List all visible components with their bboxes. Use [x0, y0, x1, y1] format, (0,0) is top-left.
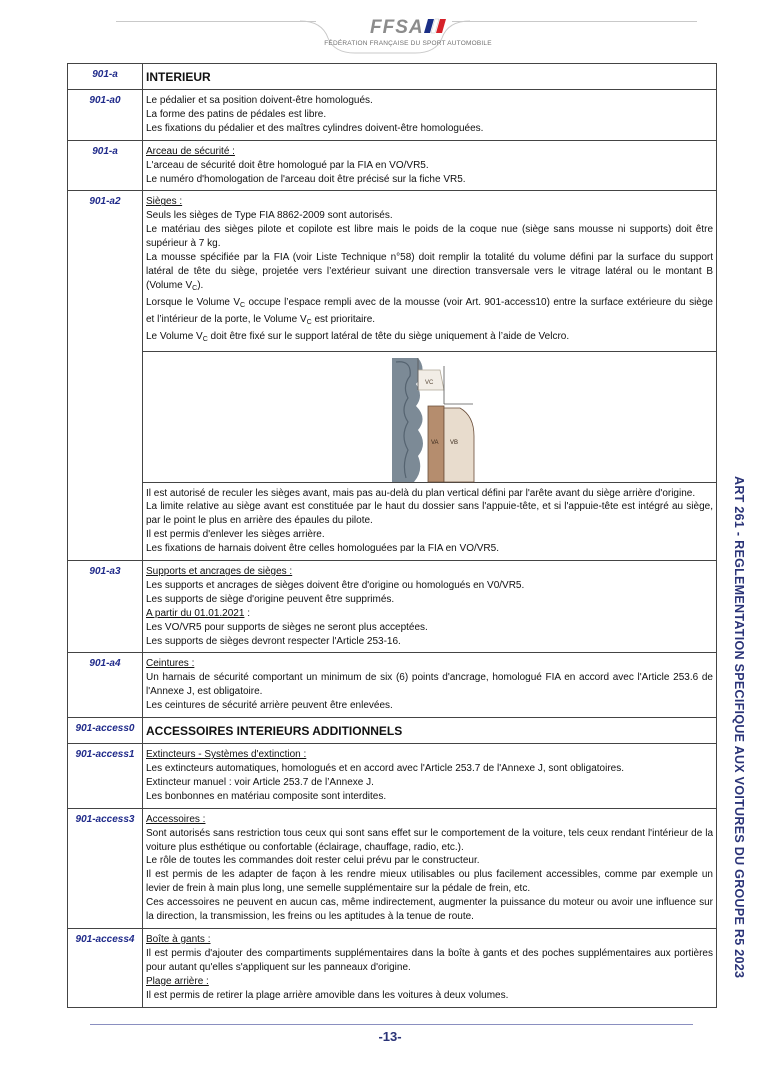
subsection-heading: Supports et ancrages de sièges :: [146, 566, 293, 578]
subsection-heading: Ceintures :: [146, 658, 195, 670]
paragraph: Ces accessoires ne peuvent en aucun cas, même indirectement, augmenter la puissance du moteur ou avoir une influence sur la direction, la transmission, les freins ou les aptitudes à la tenue de route.: [146, 897, 713, 923]
paragraph: Seuls les sièges de Type FIA 8862-2009 sont autorisés.: [146, 210, 393, 222]
paragraph: Les extincteurs automatiques, homologués et en accord avec l'Article 253.7 de l'Annexe J, sont obligatoires.: [146, 763, 624, 774]
paragraph: Le pédalier et sa position doivent-être homologués.: [146, 95, 373, 106]
paragraph: Il est permis d'ajouter des compartiments supplémentaires dans la boîte à gants et des poches supplémentaires aux portières pour autant qu'elles s'appliquent sur les panneaux d'origine.: [146, 947, 713, 973]
label-vc: VC: [425, 379, 434, 386]
paragraph: Il est permis d'enlever les sièges arrière.: [146, 529, 325, 541]
article-code: 901-a: [68, 64, 143, 89]
subsection-heading: Plage arrière :: [146, 975, 209, 987]
section-title: ACCESSOIRES INTERIEURS ADDITIONNELS: [146, 724, 403, 739]
subsection-heading: Accessoires :: [146, 813, 206, 825]
label-va: VA: [431, 439, 439, 446]
paragraph: Le rôle de toutes les commandes doit rester celui prévu par le constructeur.: [146, 855, 480, 867]
paragraph: Le numéro d'homologation de l'arceau doit être précisé sur la fiche VR5.: [146, 173, 466, 185]
article-code: 901-access3: [68, 809, 143, 928]
subsection-heading: Arceau de sécurité :: [146, 145, 235, 157]
table-row: [68, 190, 716, 560]
date-heading: A partir du 01.01.2021: [146, 607, 245, 619]
regulation-table: [67, 63, 717, 1008]
table-row: [68, 560, 716, 652]
paragraph: Il est autorisé de reculer les sièges avant, mais pas au-delà du plan vertical défini par l'arête avant du siège arrière d'origine.: [146, 487, 696, 499]
table-row: [68, 89, 716, 140]
article-code: 901-access1: [68, 744, 143, 808]
paragraph: Sont autorisés sans restriction tous ceux qui sont sans effet sur le comportement de la voiture, tels ceux rendant l'intérieur de la voiture plus esthétique ou confortable (éclairage, chauffage, radio, etc.).: [146, 827, 713, 853]
subsection-heading: Boîte à gants :: [146, 933, 211, 945]
paragraph: A partir du 01.01.2021 :: [146, 607, 250, 619]
paragraph: Les ceintures de sécurité arrière peuvent être enlevées.: [146, 700, 393, 712]
ffsa-logo: FFSA: [370, 17, 424, 38]
paragraph: Le matériau des sièges pilote et copilote est libre mais le poids de la coque nue (siège sans mousse ni supports) doit être supérieur à 7 kg.: [146, 224, 713, 250]
paragraph: L'arceau de sécurité doit être homologué par la FIA en VO/VR5.: [146, 159, 429, 171]
header-rule-left: [116, 21, 316, 22]
table-row: [68, 808, 716, 928]
subsection-heading: Sièges :: [146, 196, 183, 208]
table-row: [68, 64, 716, 89]
article-code: 901-access0: [68, 718, 143, 743]
paragraph: Un harnais de sécurité comportant un minimum de six (6) points d'ancrage, homologué FIA en accord avec l'Article 253.6 de l'Annexe J, est obligatoire.: [146, 672, 713, 698]
subsection-heading: Extincteurs - Systèmes d'extinction :: [146, 749, 307, 761]
paragraph: Les fixations du pédalier et des maîtres cylindres doivent-être homologuées.: [146, 122, 484, 134]
seat-diagram: [388, 356, 483, 484]
paragraph: La limite relative au siège avant est constituée par le haut du dossier sans l'appuie-tête, et si l'appuie-tête est intégré au siège, par le point le plus en arrière des épaules du pilote.: [146, 501, 713, 527]
paragraph: Il est permis de retirer la plage arrière amovible dans les voitures à deux volumes.: [146, 989, 509, 1001]
section-title: INTERIEUR: [146, 70, 211, 84]
paragraph: La mousse spécifiée par la FIA (voir Liste Technique n°58) doit remplir la totalité du volume défini par la surface du support latéral de tête du siège, projetée vers l’extérieur suivant une direction transversale vers le vitrage latéral ou le montant B (Volume $V_C$).: [146, 252, 713, 292]
seat-volume-figure: [143, 351, 716, 482]
paragraph: La forme des patins de pédales est libre.: [146, 108, 327, 120]
table-row: [68, 652, 716, 717]
paragraph: Les supports de sièges devront respecter l'Article 253-16.: [146, 635, 401, 647]
paragraph: Lorsque le Volume $V_C$ occupe l’espace rempli avec de la mousse (voir Art. 901-access10) entre la surface extérieure du siège et l’intérieur de la porte, le Volume $V_C$ est prioritaire.: [146, 296, 713, 326]
paragraph: Les fixations de harnais doivent être celles homologuées par la FIA en VO/VR5.: [146, 543, 499, 555]
article-code: 901-a2: [68, 191, 143, 560]
paragraph: Les supports de siège d'origine peuvent être supprimés.: [146, 593, 395, 605]
paragraph: Les VO/VR5 pour supports de sièges ne seront plus acceptées.: [146, 621, 428, 633]
article-code: 901-a0: [68, 90, 143, 140]
side-title: [724, 476, 746, 1036]
article-code: 901-a3: [68, 561, 143, 652]
paragraph: Il est permis de les adapter de façon à les rendre mieux utilisables ou plus facilement accessibles, comme par exemple un levier de frein à main plus long, une semelle supplémentaire sur la pédale de frein, etc.: [146, 869, 713, 895]
table-row: [68, 743, 716, 808]
label-vb: VB: [450, 439, 459, 446]
federation-subtitle: FÉDÉRATION FRANÇAISE DU SPORT AUTOMOBILE: [324, 40, 492, 47]
table-row: [68, 717, 716, 743]
article-code: 901-a: [68, 141, 143, 191]
paragraph: Les bonbonnes en matériau composite sont interdites.: [146, 790, 387, 802]
paragraph: Le Volume $V_C$ doit être fixé sur le support latéral de tête du siège uniquement à l’aide de Velcro.: [146, 330, 570, 343]
page-number: -13-: [378, 1029, 402, 1044]
table-row: [68, 140, 716, 191]
header-rule-right: [452, 21, 697, 22]
article-code: 901-access4: [68, 929, 143, 1007]
article-code: 901-a4: [68, 653, 143, 717]
logo-flag-stripes: [424, 18, 450, 34]
paragraph: Extincteur manuel : voir Article 253.7 de l’Annexe J.: [146, 776, 374, 788]
footer-rule: [90, 1024, 693, 1025]
side-title-text: ART 261 - REGLEMENTATION SPECIFIQUE AUX VOITURES DU GROUPE R5 2023: [732, 476, 746, 979]
table-row: [68, 928, 716, 1007]
paragraph: Les supports et ancrages de sièges doivent être d'origine ou homologués en V0/VR5.: [146, 579, 525, 591]
